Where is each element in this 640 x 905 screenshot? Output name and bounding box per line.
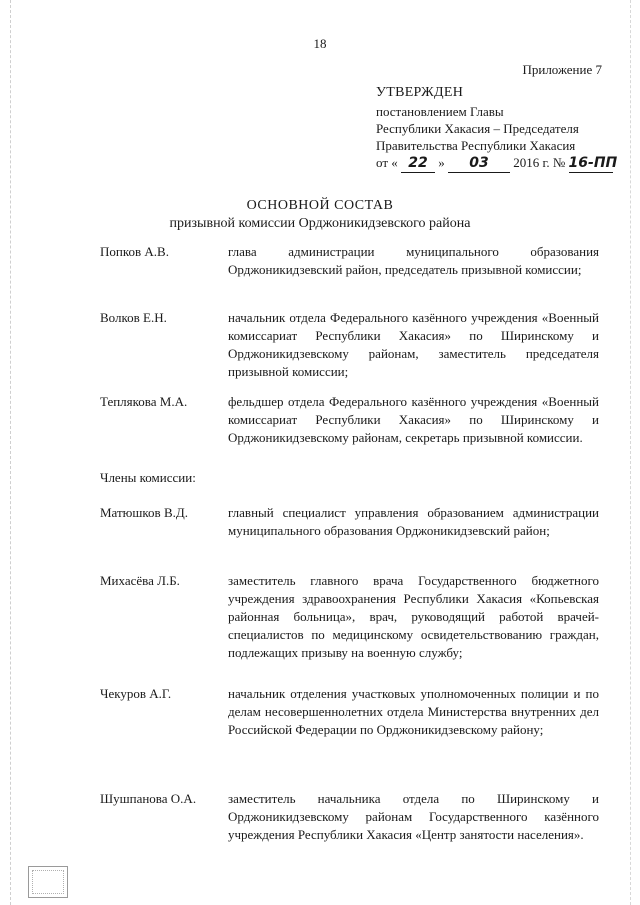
scan-edge-left	[10, 0, 12, 905]
approval-line-3: Правительства Республики Хакасия	[376, 138, 576, 153]
member-name: Волков Е.Н.	[100, 310, 167, 325]
approval-date-line	[376, 154, 618, 173]
scan-stamp	[28, 866, 68, 898]
member-role: заместитель начальника отдела по Ширинскому и Орджоникидзевскому районам Государственного казённого учреждения Республики Хакасия «Центр занятости населения».	[228, 791, 599, 842]
member-role: фельдшер отдела Федерального казённого учреждения «Военный комиссариат Республики Хакасия» по Ширинскому и Орджоникидзевскому районам, секретарь призывной комиссии.	[228, 394, 599, 445]
member-name: Шушпанова О.А.	[100, 791, 197, 806]
page-number: 18	[313, 36, 327, 51]
decree-number: 16-ПП	[568, 155, 618, 171]
member-name: Матюшков В.Д.	[100, 505, 188, 520]
document-title	[0, 197, 640, 233]
members-label: Члены комиссии:	[100, 470, 196, 485]
title-sub: призывной комиссии Орджоникидзевского района	[169, 216, 471, 231]
scan-stamp-inner	[32, 870, 64, 894]
scan-edge-right	[630, 0, 632, 905]
date-prefix: от «	[376, 155, 398, 170]
date-year: 2016 г. №	[513, 155, 566, 170]
member-role: главный специалист управления образованием администрации муниципального образования Орджоникидзевский район;	[228, 505, 599, 538]
member-role: заместитель главного врача Государственного бюджетного учреждения здравоохранения Республики Хакасия «Копьевская районная больница», врач, руководящий работой врачей-специалистов по медицинскому освидетельствованию граждан, подлежащих призыву на военную службу;	[228, 573, 599, 660]
member-name: Попков А.В.	[100, 244, 169, 259]
approval-line-1: постановлением Главы	[376, 104, 504, 119]
title-main: ОСНОВНОЙ СОСТАВ	[246, 198, 394, 213]
member-role: глава администрации муниципального образования Орджоникидзевский район, председатель призывной комиссии;	[228, 244, 599, 277]
appendix-label: Приложение 7	[522, 62, 602, 77]
date-month: 03	[448, 155, 510, 173]
member-name: Теплякова М.А.	[100, 394, 188, 409]
member-role: начальник отдела Федерального казённого учреждения «Военный комиссариат Республики Хакасия» по Ширинскому и Орджоникидзевскому районам, заместитель председателя призывной комиссии;	[228, 310, 599, 379]
approval-block	[376, 84, 618, 173]
member-name: Михасёва Л.Б.	[100, 573, 180, 588]
approval-title: УТВЕРЖДЕН	[376, 85, 464, 100]
member-name: Чекуров А.Г.	[100, 686, 172, 701]
member-role: начальник отделения участковых уполномоченных полиции и по делам несовершеннолетних отдела Министерства внутренних дел Российской Федерации по Орджоникидзевскому району;	[228, 686, 599, 737]
date-day: 22	[401, 155, 435, 173]
date-mid: »	[438, 155, 445, 170]
approval-line-2: Республики Хакасия – Председателя	[376, 121, 579, 136]
